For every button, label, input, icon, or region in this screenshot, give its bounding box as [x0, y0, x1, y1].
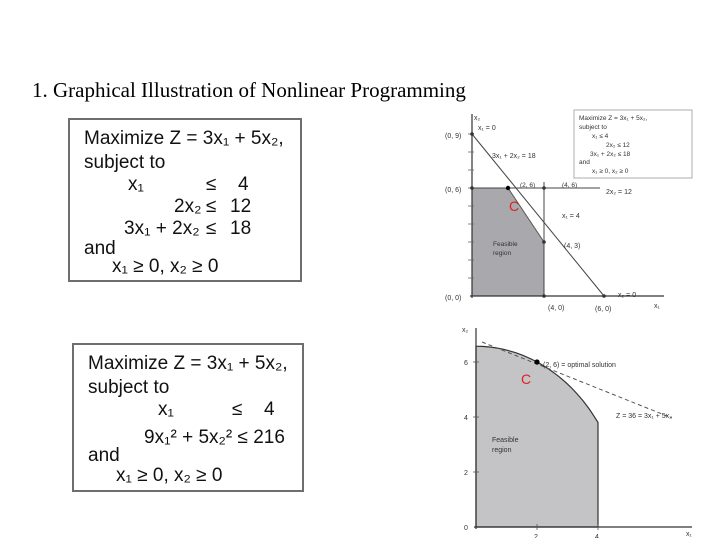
nlp-y-tick-4: 4	[464, 415, 468, 422]
lp-and: and	[84, 238, 116, 259]
lp-formulation-box	[68, 118, 302, 282]
lp-c3-lhs: 3x₁ + 2x₂	[124, 218, 200, 239]
lp-c2-lhs: 2x₂	[174, 196, 202, 217]
nlp-c2: 9x₁² + 5x₂² ≤ 216	[144, 427, 285, 448]
lp-pt-0-9-label: (0, 9)	[445, 133, 462, 140]
lp-inset-l4: 2x₂ ≤ 12	[606, 142, 630, 149]
lp-line-12-label: 2x₂ = 12	[606, 189, 632, 196]
lp-point-0-6	[470, 186, 474, 190]
lp-inset-l2: subject to	[579, 124, 607, 131]
nlp-feasible-label-2: region	[492, 447, 512, 454]
lp-inset-l3: x₁ ≤ 4	[592, 133, 609, 140]
nlp-x-tick-4: 4	[595, 534, 599, 538]
lp-nonneg: x₁ ≥ 0, x₂ ≥ 0	[112, 256, 219, 277]
nlp-marker-c: C	[521, 371, 532, 387]
nlp-y-tick-0: 0	[464, 525, 468, 532]
lp-c2-rel: ≤	[206, 196, 217, 217]
lp-point-4-0	[542, 294, 546, 298]
lp-inset-l1: Maximize Z = 3x₁ + 5x₂,	[579, 115, 648, 122]
lp-c2-rhs: 12	[230, 196, 252, 217]
lp-graph	[440, 108, 695, 318]
lp-x1-eq-4-label: x₁ = 4	[562, 213, 580, 220]
nlp-feasible-label-1: Feasible	[492, 437, 519, 444]
lp-objective: Maximize Z = 3x₁ + 5x₂,	[84, 128, 284, 149]
lp-feasible-label-2: region	[493, 250, 512, 257]
lp-pt-4-6-label: (4, 6)	[562, 182, 578, 189]
nlp-optimal-point	[534, 359, 539, 364]
lp-x1-eq-0-label: x₁ = 0	[478, 125, 496, 132]
lp-optimal-point	[506, 186, 510, 190]
nlp-y-axis-label: x₂	[462, 327, 469, 334]
lp-point-6-0	[602, 294, 606, 298]
lp-line-18-label: 3x₁ + 2x₂ = 18	[492, 153, 536, 160]
nlp-and: and	[88, 445, 120, 466]
lp-feasible-label-1: Feasible	[493, 241, 518, 248]
lp-c3-rhs: 18	[230, 218, 252, 239]
lp-marker-c: C	[509, 198, 520, 214]
nlp-y-tick-6: 6	[464, 360, 468, 367]
nlp-c1-rel: ≤	[232, 399, 243, 420]
nlp-x-tick-2: 2	[534, 534, 538, 538]
nlp-optimal-label: (2, 6) = optimal solution	[543, 362, 616, 369]
lp-x2-eq-0-label: x₂ = 0	[618, 292, 637, 299]
lp-c1-lhs: x₁	[128, 174, 144, 195]
nlp-z-line-label: Z = 36 = 3x₁ + 5x₂	[616, 413, 672, 420]
lp-pt-0-6-label: (0, 6)	[445, 187, 462, 194]
nlp-y-tick-2: 2	[464, 470, 468, 477]
nlp-c1-lhs: x₁	[158, 399, 174, 420]
lp-point-4-6	[542, 186, 546, 190]
lp-pt-4-3-label: (4, 3)	[564, 243, 581, 250]
lp-point-4-3	[542, 240, 546, 244]
nlp-formulation-box	[72, 343, 304, 492]
lp-inset-l5: 3x₁ + 2x₂ ≤ 18	[590, 151, 631, 158]
nlp-subject-to: subject to	[88, 377, 170, 398]
nlp-nonneg: x₁ ≥ 0, x₂ ≥ 0	[116, 465, 223, 486]
lp-c1-rel: ≤	[206, 174, 217, 195]
lp-pt-4-0-label: (4, 0)	[548, 305, 565, 312]
lp-inset-l7: x₁ ≥ 0, x₂ ≥ 0	[592, 168, 629, 175]
lp-pt-6-0-label: (6, 0)	[595, 306, 612, 313]
lp-c3-rel: ≤	[206, 218, 217, 239]
lp-inset-l6: and	[579, 159, 590, 166]
nlp-x-axis-label: x₁	[686, 531, 692, 538]
nlp-graph	[440, 322, 705, 538]
nlp-objective: Maximize Z = 3x₁ + 5x₂,	[88, 353, 288, 374]
lp-point-0-9	[470, 132, 474, 136]
nlp-c1-rhs: 4	[264, 399, 275, 420]
lp-c1-rhs: 4	[238, 174, 249, 195]
lp-y-axis-label: x₂	[474, 115, 481, 122]
lp-pt-0-0-label: (0, 0)	[445, 295, 462, 302]
page-title: 1. Graphical Illustration of Nonlinear Programming	[32, 78, 466, 102]
lp-pt-2-6-label: (2, 6)	[520, 182, 536, 189]
lp-subject-to: subject to	[84, 152, 166, 173]
lp-x-axis-label: x₁	[654, 303, 660, 310]
